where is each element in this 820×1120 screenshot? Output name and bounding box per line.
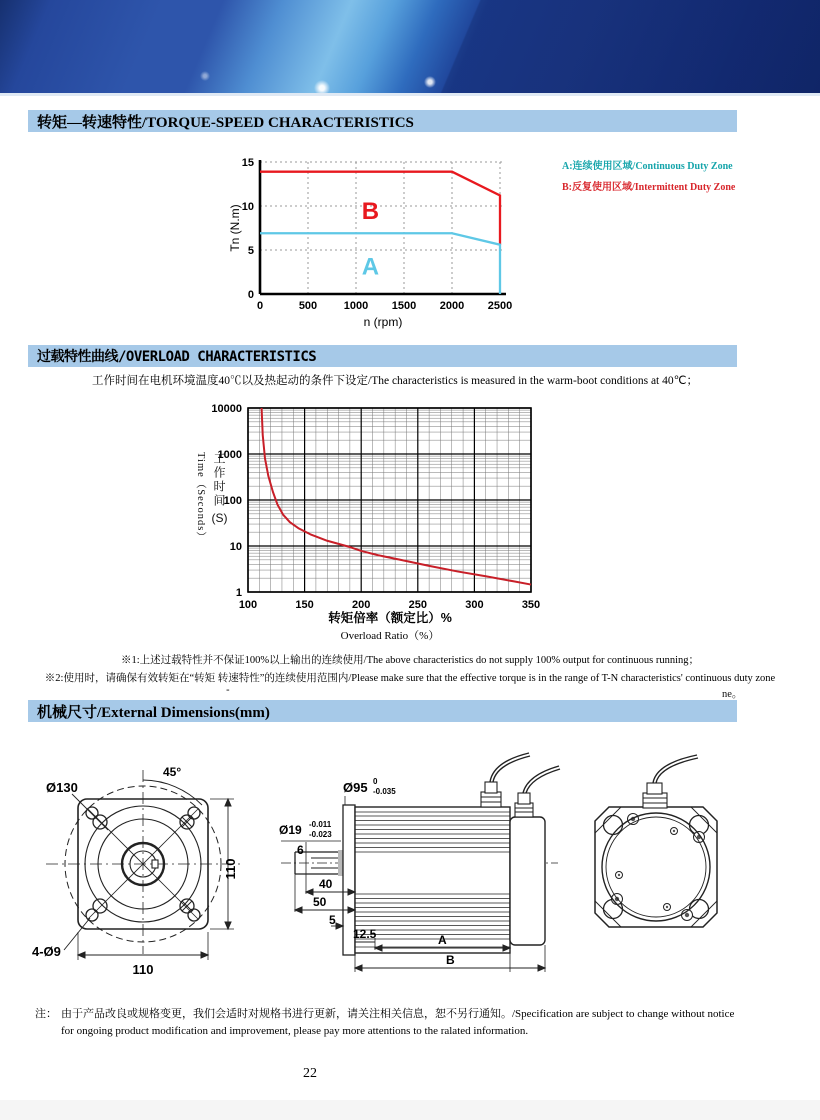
rear-cable-gland: [643, 755, 698, 808]
note-line1: 由于产品改良或规格变更，我们会适时对规格书进行更新，请关注相关信息，恕不另行通知。/Specification are subject to change without notice: [61, 1008, 735, 1020]
y-label-en: Time（Seconds）: [195, 452, 206, 543]
side-shaft-tol-dn: -0.023: [309, 830, 332, 839]
side-pilot-tol-up: 0: [373, 777, 378, 786]
front-width-label: 110: [132, 962, 154, 977]
torque-speed-chart: [228, 146, 573, 338]
svg-text:0: 0: [247, 289, 254, 301]
side-body-len-label: A: [438, 933, 447, 947]
svg-text:B: B: [361, 198, 380, 226]
front-view-drawing: [28, 746, 278, 990]
front-flange-circle-label: Ø130: [46, 780, 78, 795]
overload-chart: [183, 392, 573, 644]
overload-x-axis-label: [240, 608, 540, 643]
bottom-note: [35, 1006, 797, 1040]
svg-text:150: 150: [295, 599, 314, 611]
wrapped-text-fragment: ne。: [722, 689, 743, 700]
x-label-en: Overload Ratio（%）: [340, 630, 440, 642]
section-title-dimensions-label: 机械尺寸/External Dimensions(mm): [37, 704, 270, 721]
side-pilot-tol-dn: -0.035: [373, 787, 396, 796]
svg-text:350: 350: [521, 599, 541, 611]
side-flange-thk-label: 5: [329, 913, 336, 927]
svg-text:0: 0: [256, 300, 264, 312]
legend-entry-0: A:连续使用区域/Continuous Duty Zone: [562, 161, 733, 172]
side-key-len-label: 40: [319, 877, 333, 891]
svg-text:10: 10: [241, 201, 254, 213]
svg-text:n (rpm): n (rpm): [363, 315, 403, 329]
footnote-1: ※1:上述过载特性并不保证100%以上输出的连续使用/The above characteristics do not supply 100% output for continuous running；: [120, 655, 699, 666]
header-banner: [0, 0, 820, 96]
y-label-unit: (S): [211, 511, 228, 525]
svg-text:Tn (N.m): Tn (N.m): [228, 204, 242, 252]
svg-text:1500: 1500: [391, 300, 417, 312]
svg-text:10000: 10000: [211, 403, 242, 415]
front-hole-angle-label: 45°: [163, 765, 182, 779]
section-title-torque-speed-label: 转矩—转速特性/TORQUE-SPEED CHARACTERISTICS: [37, 114, 414, 131]
section-title-overload-label: 过载特性曲线/OVERLOAD CHARACTERISTICS: [37, 349, 317, 365]
x-label-cn: 转矩倍率（额定比）%: [328, 611, 452, 625]
svg-text:200: 200: [352, 599, 371, 611]
front-height-label: 110: [223, 858, 238, 880]
note-body: [61, 1006, 734, 1040]
front-mount-holes-label: 4-Ø9: [32, 944, 61, 959]
svg-text:100: 100: [238, 599, 258, 611]
footnote-2: ※2:使用时，请确保有效转矩在“转矩 转速特性”的连续使用范围内/Please make sure that the effective torque is in the range of T-N characteristics' continuous duty zone: [44, 672, 776, 684]
side-view-drawing: [253, 742, 568, 994]
svg-text:100: 100: [223, 495, 242, 507]
duty-zone-legend: [562, 156, 735, 198]
side-pilot-dia-label: Ø95: [343, 780, 368, 795]
section-title-torque-speed: [28, 110, 737, 132]
footnotes: [0, 652, 820, 688]
svg-text:1000: 1000: [343, 300, 369, 312]
svg-text:5: 5: [247, 245, 254, 257]
svg-text:10: 10: [229, 541, 242, 553]
overload-subtitle: 工作时间在电机环境温度40℃以及热起动的条件下设定/The characteristics is measured in the warm-boot conditions at 40℃；: [92, 375, 699, 387]
side-key-width-label: 6: [297, 843, 304, 857]
side-shaft-tol-up: -0.011: [309, 820, 332, 829]
svg-text:1000: 1000: [217, 449, 242, 461]
svg-text:300: 300: [465, 599, 484, 611]
note-prefix: 注：: [35, 1008, 57, 1020]
note-line2: for ongoing product modification and improvement, please pay more attentions to the ralated information.: [61, 1025, 529, 1038]
svg-text:2500: 2500: [487, 300, 513, 312]
side-boss-len-label: 12.5: [353, 927, 377, 941]
svg-text:250: 250: [408, 599, 427, 611]
side-total-len-label: B: [446, 953, 455, 967]
bottom-strip: [0, 1100, 820, 1120]
section-title-dimensions: [28, 700, 737, 722]
legend-entry-1: B:反复使用区域/Intermittent Duty Zone: [562, 182, 736, 193]
rear-view-drawing: [575, 745, 805, 985]
overload-y-axis-label: [193, 452, 228, 543]
side-shaft-dia-label: Ø19: [279, 823, 302, 837]
svg-text:500: 500: [298, 300, 318, 312]
section-title-overload: [28, 345, 737, 367]
svg-text:2000: 2000: [439, 300, 465, 312]
y-label-cn: 工作时间: [212, 452, 226, 508]
svg-text:1: 1: [235, 587, 242, 599]
svg-text:A: A: [361, 253, 380, 281]
svg-text:15: 15: [241, 157, 254, 169]
page-number: 22: [303, 1066, 317, 1081]
side-shaft-len-label: 50: [313, 895, 327, 909]
cable-gland-2: [515, 766, 560, 817]
stray-dash: -: [226, 684, 230, 696]
